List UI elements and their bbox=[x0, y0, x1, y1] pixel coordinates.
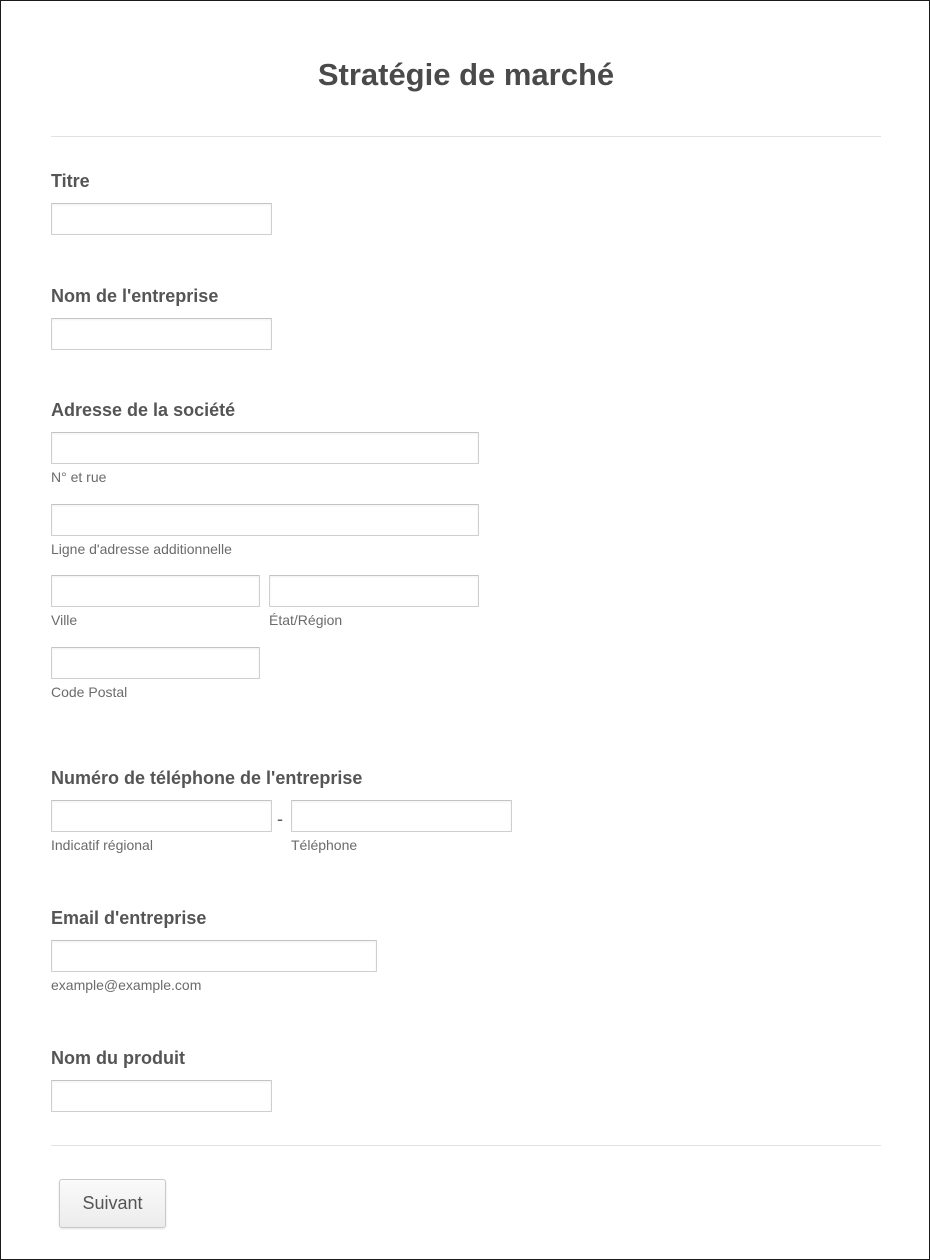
area-code-sublabel: Indicatif régional bbox=[51, 837, 153, 853]
next-button[interactable]: Suivant bbox=[59, 1179, 166, 1228]
titre-label: Titre bbox=[51, 171, 90, 191]
address-line2-sublabel: Ligne d'adresse additionnelle bbox=[51, 541, 232, 557]
street-sublabel: N° et rue bbox=[51, 469, 107, 485]
postal-code-sublabel: Code Postal bbox=[51, 684, 128, 700]
address-line2-input[interactable] bbox=[51, 504, 479, 536]
street-input[interactable] bbox=[51, 432, 479, 464]
phone-number-sublabel: Téléphone bbox=[291, 837, 358, 853]
state-sublabel: État/Région bbox=[269, 612, 343, 628]
email-sublabel: example@example.com bbox=[51, 977, 202, 993]
header-divider bbox=[51, 136, 881, 137]
city-sublabel: Ville bbox=[51, 612, 78, 628]
state-input[interactable] bbox=[269, 575, 479, 607]
company-name-input[interactable] bbox=[51, 318, 272, 350]
phone-number-input[interactable] bbox=[291, 800, 512, 832]
company-name-label: Nom de l'entreprise bbox=[51, 286, 219, 306]
footer-divider bbox=[51, 1145, 881, 1146]
product-name-input[interactable] bbox=[51, 1080, 272, 1112]
city-input[interactable] bbox=[51, 575, 260, 607]
email-label: Email d'entreprise bbox=[51, 908, 207, 928]
area-code-input[interactable] bbox=[51, 800, 272, 832]
phone-label: Numéro de téléphone de l'entreprise bbox=[51, 768, 363, 788]
address-label: Adresse de la société bbox=[51, 400, 236, 420]
postal-code-input[interactable] bbox=[51, 647, 260, 679]
product-name-label: Nom du produit bbox=[51, 1048, 185, 1068]
email-input[interactable] bbox=[51, 940, 377, 972]
form-title: Stratégie de marché bbox=[317, 57, 615, 92]
titre-input[interactable] bbox=[51, 203, 272, 235]
phone-separator: - bbox=[277, 809, 283, 829]
